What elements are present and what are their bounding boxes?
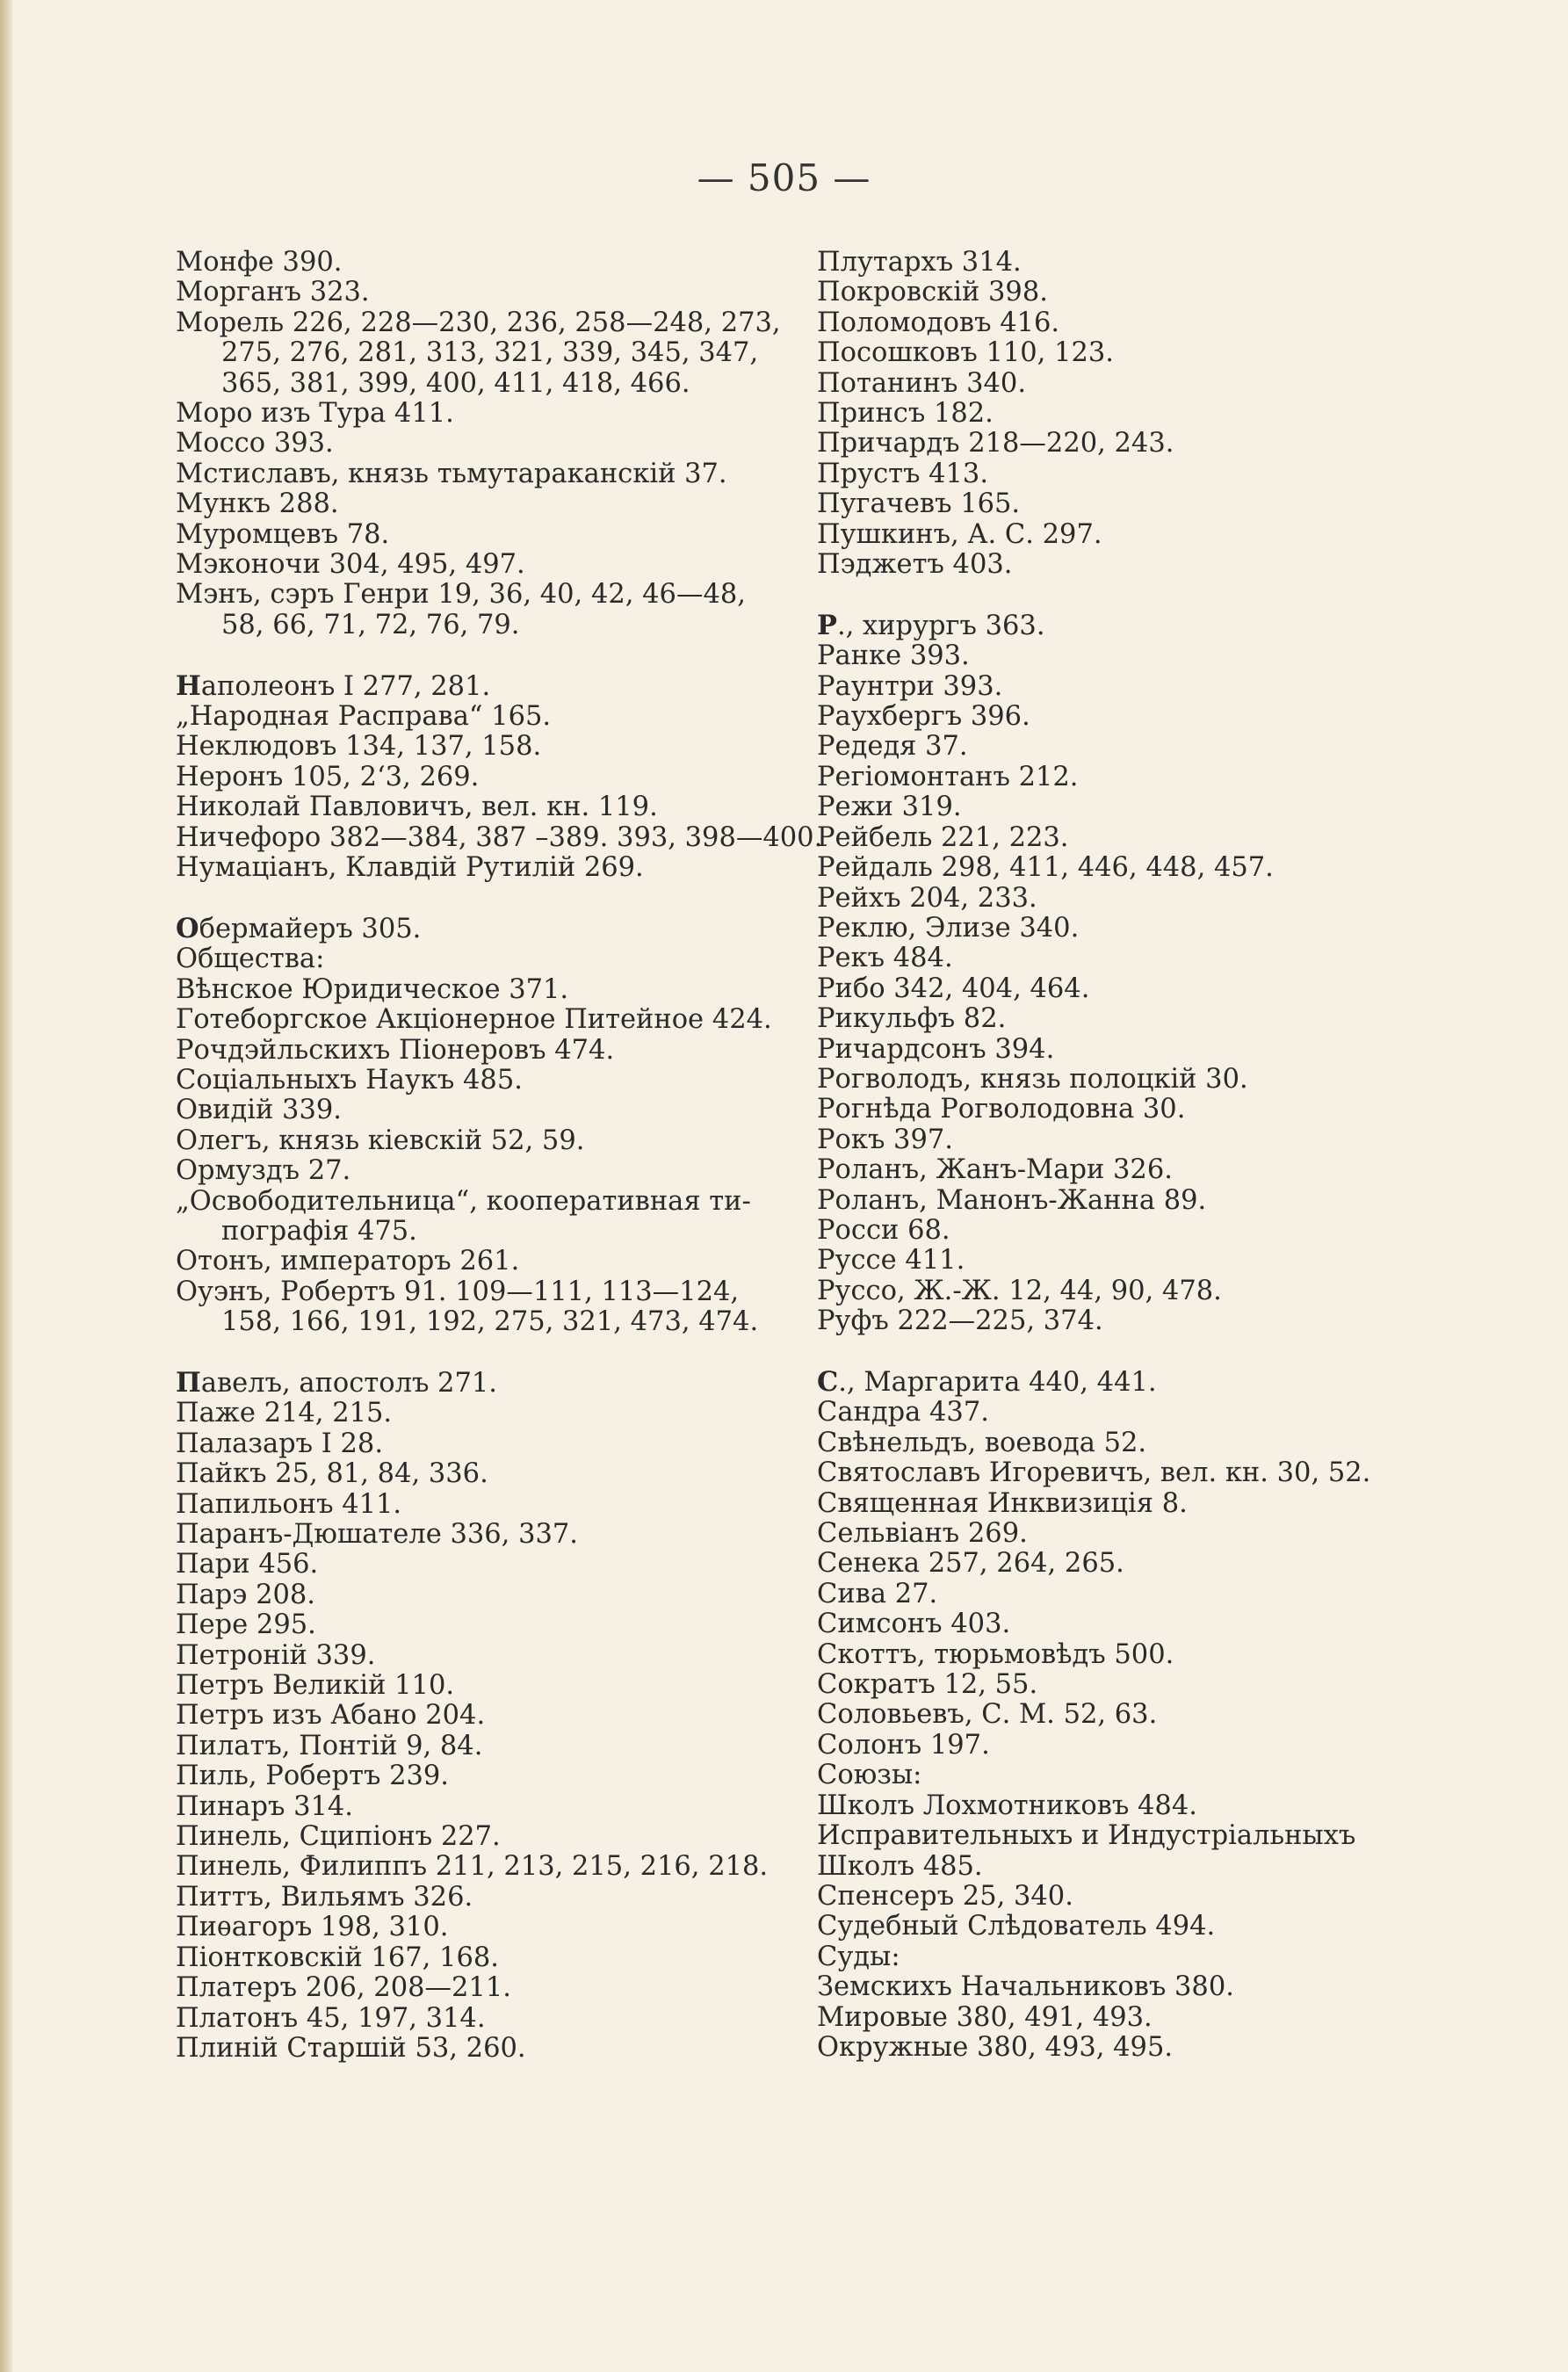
index-entry-text: Николай Павловичъ, вел. кн. 119. [176,792,658,823]
index-entry-text: Регіомонтанъ 212. [817,761,1079,792]
index-entry-text: Пинель, Филиппъ 211, 213, 215, 216, 218. [176,1851,769,1883]
index-entry [817,1791,1449,1821]
index-entry-text: Мэконочи 304, 495, 497. [176,549,525,581]
index-entry [817,1155,1449,1185]
index-entry-text: Плутархъ 314. [817,247,1022,278]
index-entry-text: Папильонъ 411. [176,1488,402,1520]
index-entry [176,1610,808,1640]
index-entry-text: Сельвіанъ 269. [817,1518,1028,1550]
index-entry-text: Роланъ, Жанъ-Мари 326. [817,1154,1173,1186]
index-entry-text: Отонъ, императоръ 261. [176,1246,520,1277]
index-entry-text: Ричардсонъ 394. [817,1033,1055,1065]
index-entry [817,1186,1449,1216]
index-entry-text: Режи 319. [817,792,962,823]
index-entry-text: Муромцевъ 78. [176,518,390,550]
index-entry-continuation [176,338,808,368]
index-entry [176,1126,808,1156]
section-initial-letter: Н [176,669,201,702]
index-entry [176,1822,808,1852]
index-entry-text: Монфе 390. [176,247,343,278]
index-entry [176,671,808,702]
index-entry [176,1761,808,1791]
index-entry-text: Соловьевъ, С. М. 52, 63. [817,1699,1158,1731]
index-entry-text: Моссо 393. [176,428,334,459]
index-entry-text: Потанинъ 340. [817,367,1027,399]
index-entry-text: Паранъ-Дюшателе 336, 337. [176,1519,578,1551]
index-entry [176,1036,808,1066]
index-entry-text: Неронъ 105, 2‘3, 269. [176,761,480,792]
index-entry [817,732,1449,762]
index-entry [176,308,808,338]
index-entry-text: Пари 456. [176,1549,319,1580]
index-entry-text: Пере 295. [176,1609,316,1641]
index-entry-text: „Освободительница“, кооперативная ти- [176,1185,751,1217]
index-entry [176,1277,808,1307]
index-entry-text: бермайеръ 305. [199,913,422,944]
index-entry-text: Посошковъ 110, 123. [817,337,1114,369]
index-entry [176,1732,808,1761]
index-entry [176,1490,808,1520]
index-entry [176,702,808,732]
index-entry-text: Исправительныхъ и Индустріальныхъ [817,1820,1356,1852]
index-entry [176,1973,808,2003]
index-entry-text: Пайкъ 25, 81, 84, 336. [176,1458,488,1490]
index-entry-text: Принсъ 182. [817,398,994,430]
index-entry-text: Соціальныхъ Наукъ 485. [176,1064,523,1096]
index-entry-text: Святославъ Игоревичъ, вел. кн. 30, 52. [817,1457,1371,1489]
index-entry-text: Моро изъ Тура 411. [176,398,454,430]
index-entry-text: Готеборгское Акціонерное Питейное 424. [176,1004,772,1036]
index-entry [817,1580,1449,1609]
index-entry [817,914,1449,944]
index-entry [817,1004,1449,1034]
index-entry-text: Рочдэйльскихъ Піонеровъ 474. [176,1034,615,1066]
index-entry-text: Прустъ 413. [817,458,989,489]
index-entry [817,974,1449,1004]
index-entry [817,1700,1449,1730]
index-entry-text: Рекъ 484. [817,943,953,974]
index-entry-text: Реклю, Элизе 340. [817,912,1080,944]
index-entry [817,792,1449,822]
index-entry [817,1731,1449,1761]
index-entry [176,1247,808,1276]
index-entry-text: Пушкинъ, А. С. 297. [817,518,1102,550]
index-entry [176,520,808,550]
page-number: — 505 — [697,156,871,199]
index-entry [817,1065,1449,1095]
index-entry [176,1368,808,1399]
index-entry [817,702,1449,732]
index-entry [176,580,808,610]
index-entry [817,853,1449,883]
index-entry-text: Земскихъ Начальниковъ 380. [817,1971,1234,2003]
index-entry-text: Суды: [817,1941,900,1972]
index-entry-text: Росси 68. [817,1214,950,1246]
index-entry [176,1005,808,1035]
index-entry [817,1852,1449,1882]
index-entry-text: ., Маргарита 440, 441. [838,1367,1157,1398]
section-gap [817,580,1449,610]
index-entry-text: Скоттъ, тюрьмовѣдъ 500. [817,1638,1174,1670]
index-entry [817,1367,1449,1398]
index-entry [817,1276,1449,1306]
index-entry [817,1489,1449,1519]
index-entry [176,1580,808,1610]
index-entry-text: Мэнъ, сэръ Генри 19, 36, 40, 42, 46—48, [176,579,746,611]
index-entry-text: Пиль, Робертъ 239. [176,1761,450,1792]
index-entry [817,1246,1449,1276]
index-entry [176,1792,808,1822]
section-gap [176,884,808,914]
index-entry-text: Руссе 411. [817,1245,965,1276]
index-entry [176,944,808,974]
index-entry [176,1943,808,1973]
section-initial-letter: О [176,912,199,944]
index-entry [817,884,1449,914]
index-entry-text: Солонъ 197. [817,1729,990,1761]
index-entry [817,1428,1449,1458]
index-entry [817,278,1449,307]
index-entry-text: Руфъ 222—225, 374. [817,1305,1103,1337]
index-entry-continuation [176,1217,808,1247]
index-entry [176,792,808,822]
index-entry [817,944,1449,973]
index-entry [817,611,1449,641]
index-entry-text: Нумаціанъ, Клавдій Рутилій 269. [176,852,644,884]
index-entry [176,1429,808,1459]
index-entry-text: Петръ Великій 110. [176,1670,455,1702]
index-entry-text: Школъ 485. [817,1850,983,1882]
index-entry [176,1641,808,1671]
index-entry [176,975,808,1005]
index-entry [817,2033,1449,2063]
index-entry-text: Поломодовъ 416. [817,307,1060,338]
index-entry-text: ., хирургъ 363. [836,610,1045,641]
section-initial-letter: П [176,1366,201,1399]
index-entry-text: Покровскій 398. [817,277,1048,308]
index-entry-text: Олегъ, князь кіевскій 52, 59. [176,1125,585,1156]
index-entry [817,1458,1449,1488]
index-entry-text: Спенсеръ 25, 340. [817,1880,1073,1912]
index-entry-text: Руссо, Ж.-Ж. 12, 44, 90, 478. [817,1275,1222,1306]
index-entry-text: Пилатъ, Понтій 9, 84. [176,1730,483,1761]
index-entry [817,1519,1449,1549]
index-entry [176,1399,808,1428]
index-entry-text: Союзы: [817,1760,922,1791]
index-entry-text: Рибо 342, 404, 464. [817,973,1090,1004]
index-entry-text: Судебный Слѣдователь 494. [817,1911,1216,1942]
index-entry-text: 58, 66, 71, 72, 76, 79. [221,609,520,640]
section-initial-letter: Р [817,609,837,641]
index-entry [176,763,808,792]
page-binding-edge [0,0,12,2372]
index-entry-text: „Народная Расправа“ 165. [176,701,552,733]
index-entry [176,853,808,883]
section-gap [817,1337,1449,1367]
index-entry-text: Священная Инквизиція 8. [817,1487,1188,1519]
index-entry [176,1913,808,1942]
index-entry-continuation [176,1307,808,1337]
index-entry-text: пографія 475. [221,1215,417,1247]
index-entry-text: Платонъ 45, 197, 314. [176,2002,486,2034]
index-entry [817,1035,1449,1065]
index-entry [817,1882,1449,1912]
index-entry-text: Симсонъ 403. [817,1609,1011,1640]
index-entry [817,1640,1449,1670]
index-entry [817,1095,1449,1125]
index-entry-text: Петроній 339. [176,1639,376,1671]
section-gap [176,640,808,670]
index-entry-continuation [176,611,808,640]
index-entry [176,1701,808,1731]
index-entry-text: Редедя 37. [817,731,968,763]
index-entry-text: Пэджетъ 403. [817,549,1013,581]
index-entry [817,429,1449,459]
index-entry-text: Рикульфъ 82. [817,1003,1007,1035]
index-entry-text: Окружные 380, 493, 495. [817,2031,1174,2063]
index-entry-text: Мункъ 288. [176,488,339,520]
index-entry [817,248,1449,278]
index-entry [176,429,808,459]
index-entry-text: Пинель, Сципіонъ 227. [176,1821,501,1853]
index-entry [176,732,808,762]
index-entry [817,641,1449,671]
index-entry [176,489,808,519]
index-entry-text: Ранке 393. [817,640,970,672]
index-entry-text: Піонтковскій 167, 168. [176,1942,499,1973]
index-entry [176,399,808,429]
index-entry-text: Причардъ 218—220, 243. [817,428,1174,459]
index-entry [176,2034,808,2064]
index-entry [176,1096,808,1125]
index-entry-text: Раухбергъ 396. [817,701,1030,733]
index-entry-text: Сива 27. [817,1578,938,1609]
section-gap [176,1338,808,1368]
index-entry-text: 158, 166, 191, 192, 275, 321, 473, 474. [221,1306,759,1338]
index-entry [817,1306,1449,1336]
index-entry [176,1550,808,1580]
index-entry-text: Рейдаль 298, 411, 446, 448, 457. [817,852,1274,884]
index-entry [817,763,1449,792]
index-entry-text: Петръ изъ Абано 204. [176,1700,486,1732]
index-entry [817,1398,1449,1428]
index-entry [176,1066,808,1096]
index-entry-text: Свѣнельдъ, воевода 52. [817,1427,1147,1458]
index-entry-text: Оуэнъ, Робертъ 91. 109—111, 113—124, [176,1276,740,1307]
index-entry [176,914,808,944]
index-entry [817,308,1449,338]
index-entry [176,550,808,580]
index-entry [817,399,1449,429]
index-entry [176,278,808,307]
section-initial-letter: С [817,1366,839,1398]
index-entry-text: Рогволодъ, князь полоцкій 30. [817,1063,1248,1095]
index-entry [817,520,1449,550]
index-entry [817,672,1449,702]
index-entry-text: Мстиславъ, князь тьмутараканскій 37. [176,458,727,489]
index-entry-text: Рокъ 397. [817,1124,953,1155]
index-entry-text: авелъ, апостолъ 271. [200,1367,497,1399]
index-entry-text: Пинаръ 314. [176,1790,353,1822]
index-entry [817,1821,1449,1851]
index-entry [176,459,808,489]
index-entry-text: 275, 276, 281, 313, 321, 339, 345, 347, [221,337,759,369]
index-entry-text: Рейхъ 204, 233. [817,882,1037,914]
index-entry [817,2003,1449,2033]
index-entry [817,823,1449,853]
index-entry [817,1942,1449,1972]
index-entry [817,1125,1449,1155]
index-entry-text: Палазаръ I 28. [176,1428,384,1459]
index-entry [176,248,808,278]
index-entry-text: Мировые 380, 491, 493. [817,2001,1153,2033]
index-entry-text: Овидій 339. [176,1095,342,1126]
index-entry-text: Школъ Лохмотниковъ 484. [817,1790,1197,1821]
index-entry-text: Общества: [176,944,325,975]
index-entry [176,1883,808,1913]
index-entry [817,338,1449,368]
index-entry-text: Питтъ, Вильямъ 326. [176,1881,473,1913]
index-entry [176,1156,808,1186]
index-entry-text: Морганъ 323. [176,277,370,308]
index-entry-text: Платеръ 206, 208—211. [176,1972,511,2004]
index-entry [176,1852,808,1882]
index-entry [817,1549,1449,1579]
index-entry-text: Морель 226, 228—230, 236, 258—248, 273, [176,307,781,338]
index-entry [817,489,1449,519]
index-entry-text: Сенека 257, 264, 265. [817,1548,1124,1580]
index-entry [817,459,1449,489]
index-entry-text: Роланъ, Манонъ-Жанна 89. [817,1184,1207,1216]
index-entry-text: Раунтри 393. [817,670,1003,702]
index-entry [176,1459,808,1489]
index-entry [817,369,1449,399]
index-entry [817,1216,1449,1246]
index-entry-text: Ничефоро 382—384, 387 –389. 393, 398—400. [176,821,823,853]
index-entry [817,1670,1449,1700]
index-entry [176,821,823,853]
index-entry-text: Рогнѣда Рогволодовна 30. [817,1094,1186,1125]
index-entry [817,1972,1449,2002]
index-entry [176,1671,808,1701]
index-entry-continuation [176,369,808,399]
index-entry-text: Пиѳагоръ 198, 310. [176,1912,449,1943]
index-entry [817,1912,1449,1942]
index-entry-text: Сандра 437. [817,1397,989,1428]
index-entry [176,2004,808,2034]
index-entry [817,1609,1449,1639]
index-entry-text: Неклюдовъ 134, 137, 158. [176,731,542,763]
index-entry-text: Паже 214, 215. [176,1398,393,1429]
index-entry-text: аполеонъ I 277, 281. [200,670,491,702]
index-entry-text: Вѣнское Юридическое 371. [176,973,569,1005]
index-column-right [817,248,1449,2063]
index-entry [176,1187,808,1217]
index-entry [817,550,1449,580]
index-entry-text: Плиній Старшій 53, 260. [176,2032,526,2064]
index-column-left [176,247,823,2064]
index-entry-text: Сократъ 12, 55. [817,1669,1038,1701]
index-entry-text: Парэ 208. [176,1579,315,1610]
index-entry-text: Рейбель 221, 223. [817,821,1069,853]
index-entry [817,1761,1449,1790]
index-entry [176,1520,808,1550]
index-entry-text: 365, 381, 399, 400, 411, 418, 466. [221,367,690,399]
index-entry-text: Ормуздъ 27. [176,1155,351,1187]
index-entry-text: Пугачевъ 165. [817,488,1021,520]
